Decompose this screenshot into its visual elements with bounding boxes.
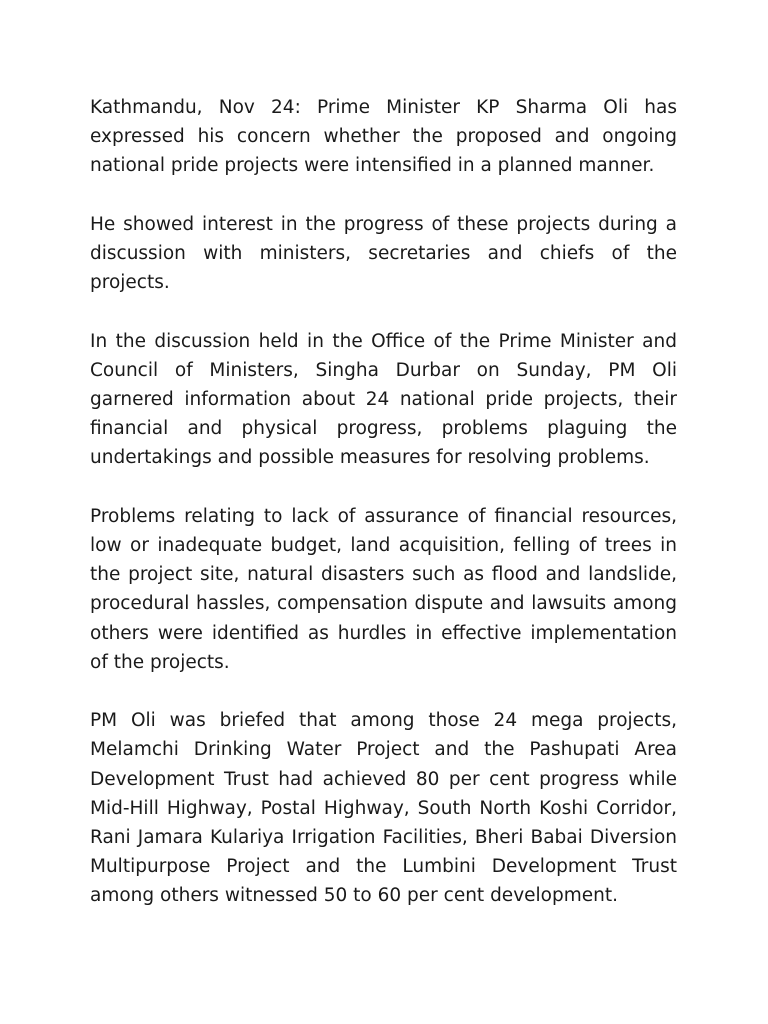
paragraph-3: In the discussion held in the Office of the Prime Minister and Council of Ministers, Singha Durbar on Sunday, PM Oli garnered information about 24 national pride projects, their financial and physical progress, problems plaguing the undertakings and possible measures for resolving problems.: [90, 330, 677, 469]
paragraph-2: He showed interest in the progress of these projects during a discussion with ministers, secretaries and chiefs of the projects.: [90, 213, 677, 294]
paragraph-5: PM Oli was briefed that among those 24 mega projects, Melamchi Drinking Water Project and the Pashupati Area Development Trust had achieved 80 per cent progress while Mid-Hill Highway, Postal Highway, South North Koshi Corridor, Rani Jamara Kulariya Irrigation Facilities, Bheri Babai Diversion Multipurpose Project and the Lumbini Development Trust among others witnessed 50 to 60 per cent development.: [90, 710, 677, 907]
paragraph-1: Kathmandu, Nov 24: Prime Minister KP Sharma Oli has expressed his concern whether the proposed and ongoing national pride projects were intensified in a planned manner.: [90, 97, 677, 177]
document-page: [90, 93, 677, 940]
paragraph-4: Problems relating to lack of assurance of financial resources, low or inadequate budget, land acquisition, felling of trees in the project site, natural disasters such as flood and landslide, procedural hassles, compensation dispute and lawsuits among others were identified as hurdles in effective implementation of the projects.: [90, 505, 677, 673]
